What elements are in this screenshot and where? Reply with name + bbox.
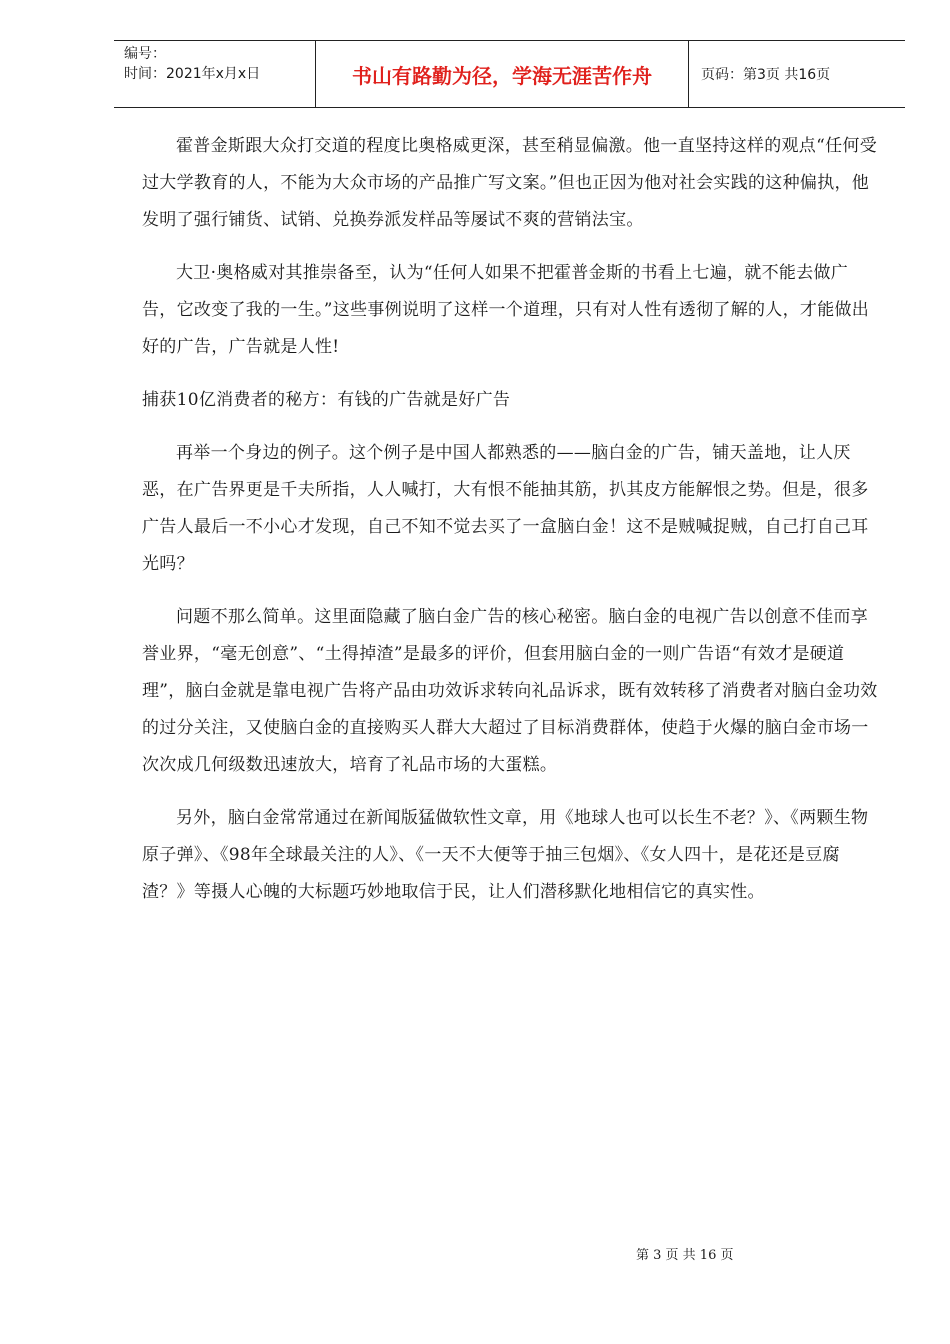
paragraph-2: 大卫·奥格威对其推崇备至，认为“任何人如果不把霍普金斯的书看上七遍，就不能去做广告，它改变了我的一生。”这些事例说明了这样一个道理，只有对人性有透彻了解的人，才能做出好的广告，广告就是人性!: [142, 263, 870, 357]
header-meta: [114, 41, 316, 107]
header-page-info: 页码：第3页 共16页: [701, 67, 831, 83]
paragraph-1: 霍普金斯跟大众打交道的程度比奥格威更深，甚至稍显偏激。他一直坚持这样的观点“任何受过大学教育的人，不能为大众市场的产品推广写文案。”但也正因为他对社会实践的这种偏执，他发明了强行铺货、试销、兑换券派发样品等屡试不爽的营销法宝。: [142, 136, 877, 230]
paragraph-5: 另外，脑白金常常通过在新闻版猛做软性文章，用《地球人也可以长生不老？》、《两颗生物原子弹》、《98年全球最关注的人》、《一天不大便等于抽三包烟》、《女人四十，是花还是豆腐渣？》等摄人心魄的大标题巧妙地取信于民，让人们潜移默化地相信它的真实性。: [142, 808, 869, 902]
document-number-label: 编号：: [124, 46, 166, 62]
header-motto: 书山有路勤为径，学海无涯苦作舟: [316, 41, 689, 107]
paragraph-4: 问题不那么简单。这里面隐藏了脑白金广告的核心秘密。脑白金的电视广告以创意不佳而享誉业界，“毫无创意”、“土得掉渣”是最多的评价，但套用脑白金的一则广告语“有效才是硬道理”，脑白金就是靠电视广告将产品由功效诉求转向礼品诉求，既有效转移了消费者对脑白金功效的过分关注，又使脑白金的直接购买人群大大超过了目标消费群体，使趋于火爆的脑白金市场一次次成几何级数迅速放大，培育了礼品市场的大蛋糕。: [142, 607, 878, 775]
page-header: [114, 40, 905, 108]
paragraph-3: 再举一个身边的例子。这个例子是中国人都熟悉的——脑白金的广告，铺天盖地，让人厌恶，在广告界更是千夫所指，人人喊打，大有恨不能抽其筋，扒其皮方能解恨之势。但是，很多广告人最后一不小心才发现，自己不知不觉去买了一盒脑白金！这不是贼喊捉贼，自己打自己耳光吗？: [142, 443, 869, 574]
section-heading: 捕获10亿消费者的秘方：有钱的广告就是好广告: [142, 390, 511, 410]
document-time-label: 时间：2021年x月x日: [124, 66, 261, 82]
document-body: [142, 128, 882, 927]
page-footer: 第 3 页 共 16 页: [636, 1248, 734, 1263]
